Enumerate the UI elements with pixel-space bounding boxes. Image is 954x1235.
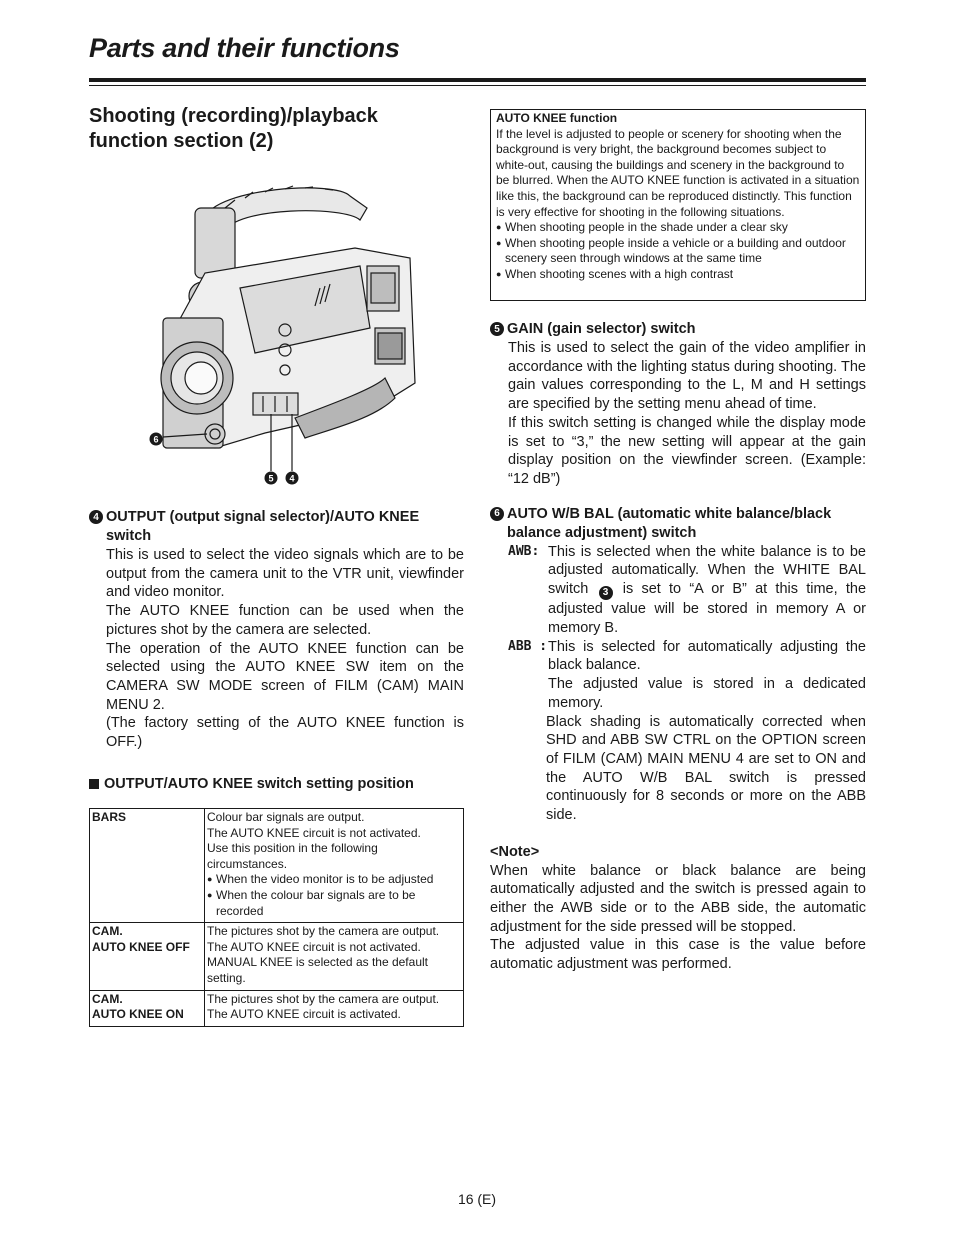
abb-text — [548, 638, 866, 825]
item-4-heading-line1: OUTPUT (output signal selector)/AUTO KNEE — [106, 509, 420, 525]
auto-knee-bullet-text: When shooting people inside a vehicle or a building and outdoor scenery seen through windows at the same time — [505, 235, 846, 266]
table-line: The AUTO KNEE circuit is not activated. — [207, 939, 421, 954]
item-4-paragraph: This is used to select the video signals which are to be output from the camera unit to the VTR unit, viewfinder and video monitor. — [106, 547, 464, 601]
item-4-number-badge: 4 — [89, 510, 103, 524]
table-key-cell — [90, 809, 205, 923]
section-heading-line1: Shooting (recording)/playback — [89, 105, 378, 127]
table-key: AUTO KNEE ON — [92, 1007, 184, 1022]
item-5-heading-text: GAIN (gain selector) switch — [507, 321, 696, 337]
section-heading-line2: function section (2) — [89, 130, 274, 152]
abb-definition — [508, 638, 866, 825]
auto-knee-bullet-text: When shooting scenes with a high contrast — [505, 266, 734, 281]
table-key: CAM. — [92, 924, 123, 939]
table-value-cell — [205, 809, 464, 923]
item-4-section — [89, 508, 464, 792]
abb-term: ABB : — [508, 638, 548, 654]
setting-table-heading-text: OUTPUT/AUTO KNEE switch setting position — [104, 775, 414, 792]
callout-4: 4 — [289, 473, 295, 484]
abb-paragraph: Black shading is automatically corrected when SHD and ABB SW CTRL on the OPTION screen of FILM (CAM) MAIN MENU 4 are set to ON and the AUTO W/B BAL switch is pressed continuously for 8 seconds or more on the ABB side. — [546, 713, 866, 824]
table-key: CAM. — [92, 991, 123, 1006]
auto-knee-bullet — [496, 267, 860, 283]
awb-text-part: This is selected when the white balance is to be adjusted automatically. When the WHITE BAL switch — [548, 543, 866, 598]
auto-knee-bullet — [496, 236, 860, 267]
page-number: 16 (E) — [457, 1191, 497, 1207]
table-bullet — [207, 872, 461, 888]
auto-knee-box-title: AUTO KNEE function — [496, 111, 618, 125]
table-line: The pictures shot by the camera are output. — [207, 924, 440, 939]
bullet-dot-icon: ● — [496, 237, 502, 248]
auto-knee-bullet-text: When shooting people in the shade under a clear sky — [505, 220, 788, 235]
item-6-heading-line1: AUTO W/B BAL (automatic white balance/black — [507, 505, 832, 522]
table-line: Colour bar signals are output. — [207, 810, 365, 824]
item-4-heading — [89, 508, 464, 546]
setting-table-heading — [89, 776, 464, 792]
callout-5: 5 — [268, 473, 274, 484]
item-6-heading-line2: balance adjustment) switch — [507, 524, 697, 541]
table-line: The AUTO KNEE circuit is not activated. — [207, 825, 421, 840]
item-4-paragraph: (The factory setting of the AUTO KNEE function is OFF.) — [106, 715, 464, 751]
note-heading: <Note> — [490, 843, 540, 860]
abb-paragraph: The adjusted value is stored in a dedicated memory. — [548, 676, 866, 711]
table-value-cell — [205, 923, 464, 990]
item-4-paragraph: The operation of the AUTO KNEE function can be selected using the AUTO KNEE SW item on the CAMERA SW MODE screen of FILM (CAM) MAIN MENU 2. — [106, 640, 464, 713]
title-rule-thin — [89, 85, 866, 86]
title-rule — [89, 78, 866, 82]
bullet-dot-icon: ● — [207, 889, 213, 900]
section-heading — [89, 104, 449, 154]
auto-knee-bullet — [496, 220, 860, 236]
abb-paragraph: This is selected for automatically adjusting the black balance. — [548, 638, 866, 674]
auto-knee-info-box — [490, 109, 866, 301]
item-4-heading-line2: switch — [106, 528, 152, 544]
item-5-paragraph: This is used to select the gain of the video amplifier in accordance with the lighting status during shooting. The gain values corresponding to the L, M and H settings are specified by the setting menu ahead of time. — [508, 340, 866, 413]
table-line: The AUTO KNEE circuit is activated. — [207, 1007, 401, 1022]
item-5-number-badge: 5 — [490, 322, 504, 336]
callout-6: 6 — [153, 434, 159, 445]
bullet-dot-icon: ● — [207, 874, 213, 885]
table-key-cell — [90, 990, 205, 1026]
table-row — [90, 990, 464, 1026]
setting-table — [89, 808, 464, 1027]
item-5-paragraph: If this switch setting is changed while the display mode is set to “3,” the new setting will appear at the gain display position on the viewfinder screen. (Example: “12 dB”) — [508, 414, 866, 487]
bullet-dot-icon: ● — [496, 268, 502, 279]
table-key: AUTO KNEE OFF — [92, 939, 190, 954]
right-column — [490, 320, 866, 974]
item-4-paragraph: The AUTO KNEE function can be used when the pictures shot by the camera are selected. — [106, 603, 464, 638]
table-bullet — [207, 888, 461, 919]
table-row — [90, 809, 464, 923]
reference-3-badge: 3 — [599, 586, 613, 600]
table-key-cell — [90, 923, 205, 990]
awb-text-part: is set to “A or B” at this time, the adjusted value will be stored in memory A or memory B. — [548, 581, 867, 637]
item-6-heading — [490, 505, 866, 543]
table-bullet-text: When the video monitor is to be adjusted — [216, 872, 434, 887]
camera-illustration — [145, 178, 435, 490]
table-value-cell — [205, 990, 464, 1026]
awb-text — [548, 543, 866, 638]
note-paragraph: The adjusted value in this case is the value before automatic adjustment was performed. — [490, 937, 866, 973]
table-bullet-text: When the colour bar signals are to be recorded — [216, 887, 416, 918]
note-paragraph: When white balance or black balance are being automatically adjusted and the switch is pressed again to either the AWB side or to the ABB side, the automatic adjustment for the side pressed will be stopped. — [490, 862, 866, 935]
table-line: Use this position in the following circumstances. — [207, 841, 378, 871]
table-row — [90, 923, 464, 990]
table-key: BARS — [92, 810, 127, 824]
item-5-heading — [490, 320, 866, 339]
item-6-number-badge: 6 — [490, 507, 504, 521]
awb-definition — [508, 543, 866, 638]
bullet-dot-icon: ● — [496, 222, 502, 233]
auto-knee-box-text: If the level is adjusted to people or scenery for shooting when the background is very bright, the background becomes subject to white-out, causing the buildings and scenery in the background to be blurred. When the AUTO KNEE function is activated in a situation like this, the background can be reproduced distinctly. This function is very effective for shooting in the following situations. — [496, 126, 860, 219]
table-line: MANUAL KNEE is selected as the default setting. — [207, 955, 428, 985]
page-title: Parts and their functions — [89, 33, 400, 63]
table-line: The pictures shot by the camera are output. — [207, 991, 440, 1006]
square-bullet-icon — [89, 779, 99, 789]
awb-term: AWB: — [508, 543, 540, 559]
